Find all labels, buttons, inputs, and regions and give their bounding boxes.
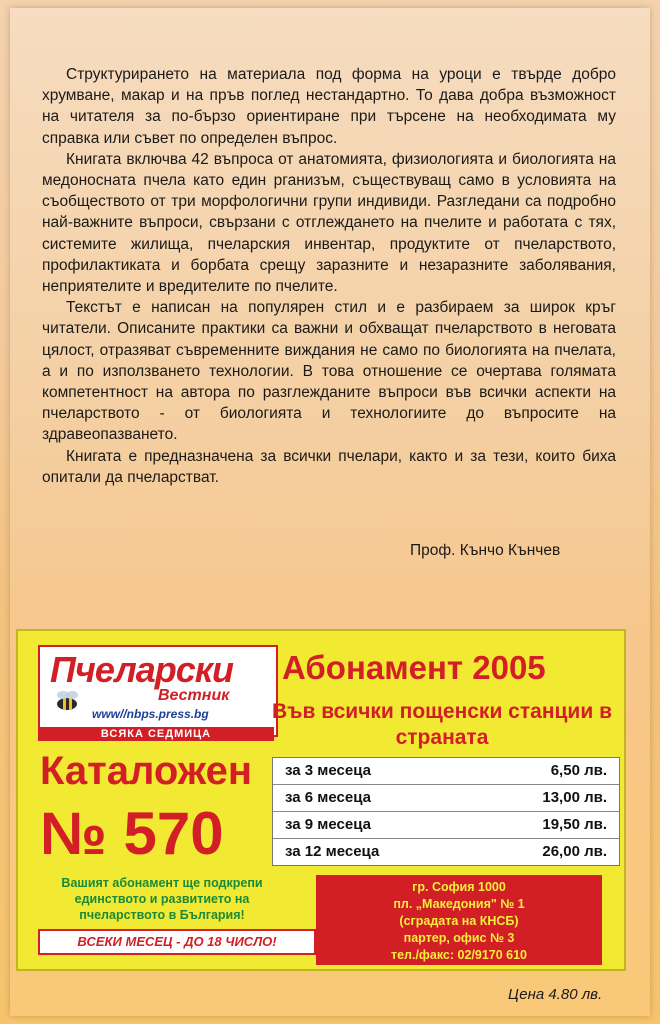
price-value: 19,50 лв. [542, 816, 607, 833]
paragraph-1: Структурирането на материала под форма на уроци е твърде добро хрумване, макар и на пръв поглед нестандартно. То дава добра възможност на читателя за по-бързо ориентиране при търсене на необходимата му справка или съвет по определен въпрос. [42, 66, 616, 147]
signature: Проф. Кънчо Кънчев [410, 542, 561, 559]
price-table [272, 757, 620, 866]
price-value: 13,00 лв. [542, 789, 607, 806]
price-period: за 6 месеца [285, 789, 371, 806]
logo-url: www//nbps.press.bg [92, 707, 209, 721]
price-period: за 9 месеца [285, 816, 371, 833]
price-row [273, 758, 619, 785]
address-line: тел./факс: 02/9170 610 [390, 948, 528, 962]
newspaper-logo [38, 645, 278, 737]
description-text [42, 64, 616, 488]
price-value: 6,50 лв. [550, 762, 607, 779]
address-line: партер, офис № 3 [403, 931, 515, 945]
paragraph-3: Текстът е написан на популярен стил и е разбираем за широк кръг читатели. Описаните практики са важни и обхващат пчеларството в неговата цялост, отразяват съвременните виждания не само по биологията на пчелата, а и по използването технологии. В това отношение се очертава голямата компетентност на автора по разглежданите въпроси във всички аспекти на пчеларството - от биологията и технологиите до въпросите на здравеопазването. [42, 299, 616, 444]
price-row [273, 812, 619, 839]
subscription-where: Във всички пощенски станции в страната [272, 700, 612, 749]
price-value: 26,00 лв. [542, 843, 607, 860]
support-text: Вашият абонамент ще подкрепи единството и развитието на пчеларството в България! [61, 876, 263, 922]
price-row [273, 785, 619, 812]
catalog-label: Каталожен [40, 749, 253, 793]
bee-icon [52, 687, 82, 717]
logo-strip: ВСЯКА СЕДМИЦА [38, 727, 274, 741]
logo-subtitle: Вестник [158, 687, 230, 704]
price-period: за 12 месеца [285, 843, 380, 860]
price-period: за 3 месеца [285, 762, 371, 779]
monthly-note: ВСЕКИ МЕСЕЦ - ДО 18 ЧИСЛО! [38, 929, 316, 955]
price-row [273, 839, 619, 865]
subscription-title: Абонамент 2005 [282, 649, 546, 686]
contact-address [316, 875, 602, 965]
paragraph-2: Книгата включва 42 въпроса от анатомията, физиологията и биологията на медоносната пчела като един рганизъм, съществуващ само в условията на съобществото от три морфологични групи индивиди. Разгледани са подробно най-важните въпроси, свързани с отглеждането на пчелите и работата с тях, системите жилища, пчеларския инвентар, продуктите от пчеларството, профилактиката и борбата срещу заразните и незаразните заболявания, неприятелите и вредителите по пчелите. [42, 150, 616, 296]
cover-price: Цена 4.80 лв. [508, 986, 603, 1003]
address-line: гр. София 1000 [412, 880, 506, 894]
logo-title: Пчеларски [50, 649, 234, 690]
catalog-number: № 570 [40, 800, 224, 867]
newspaper-advertisement [16, 629, 626, 971]
address-line: пл. „Македония" № 1 [393, 897, 525, 911]
paragraph-4: Книгата е предназначена за всички пчелари, както и за тези, които биха опитали да пчеларстват. [42, 447, 616, 486]
address-line: (сградата на КНСБ) [399, 914, 519, 928]
